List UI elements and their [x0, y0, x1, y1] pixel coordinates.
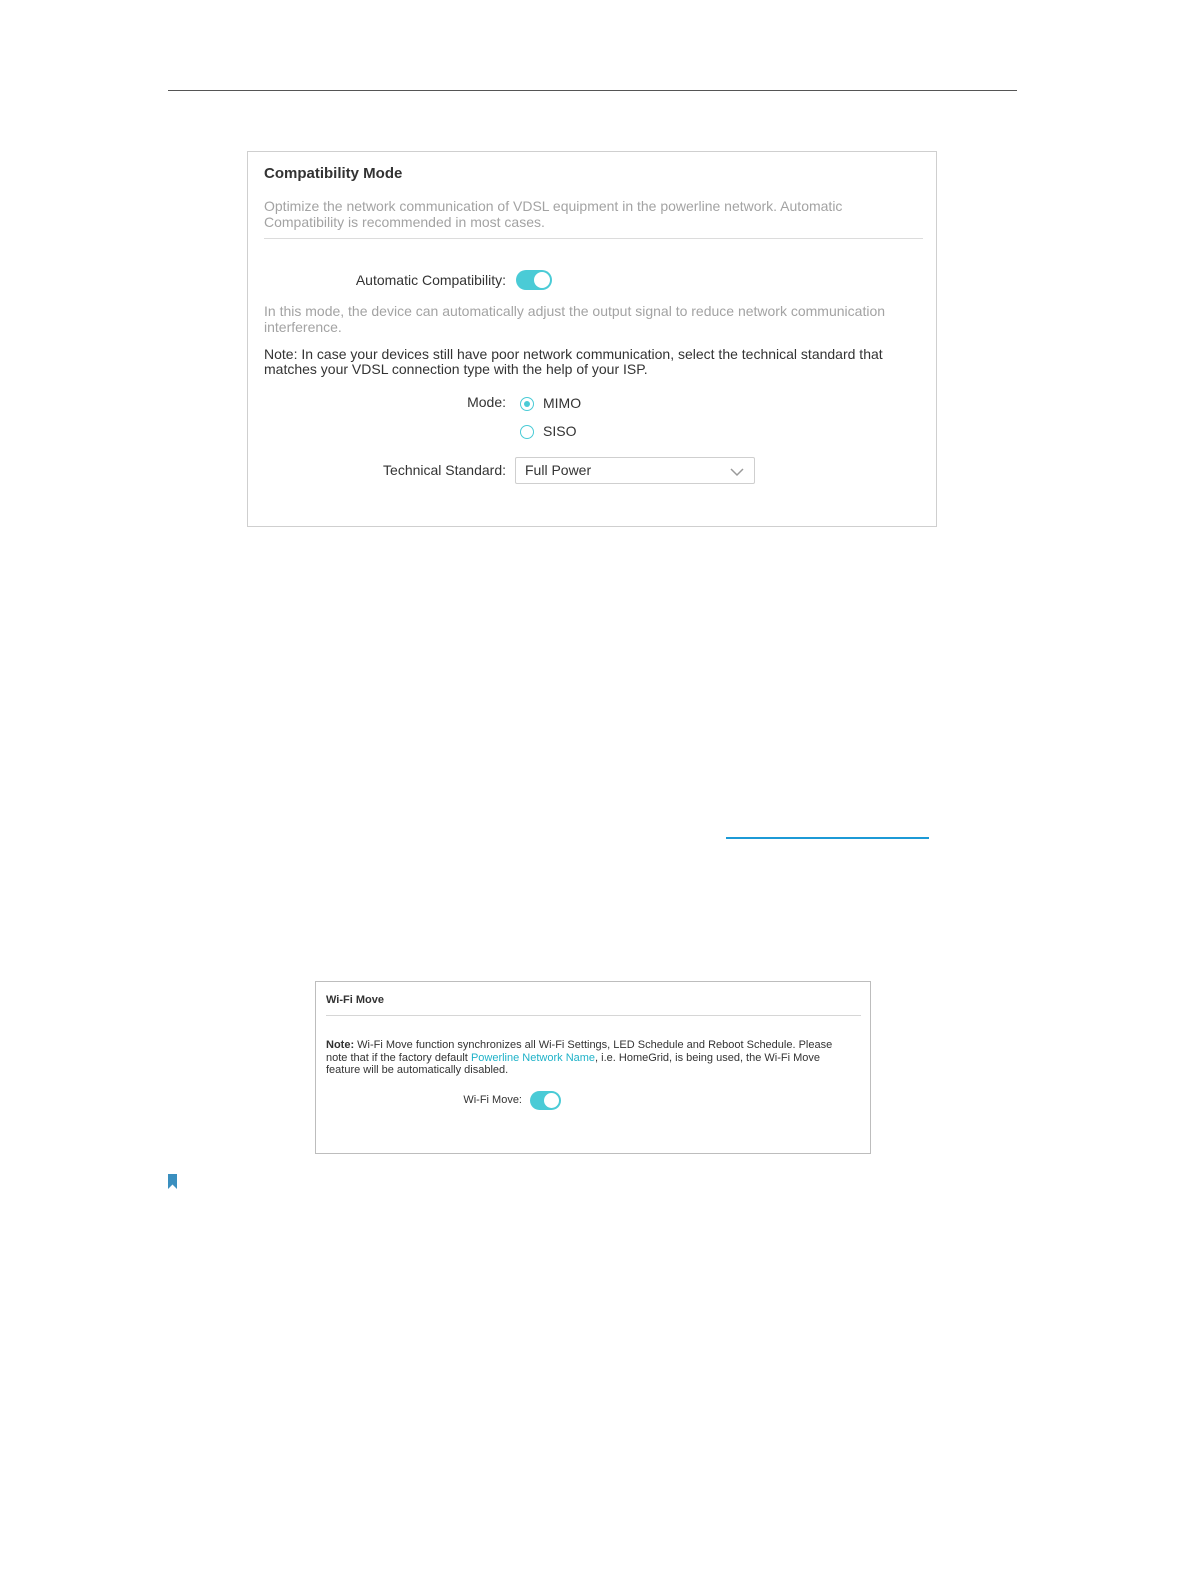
toggle-knob	[534, 272, 550, 288]
divider	[264, 238, 923, 239]
divider	[326, 1015, 861, 1016]
compatibility-mode-panel	[247, 151, 937, 527]
toggle-knob	[544, 1093, 559, 1108]
panel-title: Compatibility Mode	[264, 165, 403, 182]
automatic-compatibility-label: Automatic Compatibility:	[355, 272, 506, 288]
note-prefix: Note:	[326, 1039, 355, 1051]
powerline-network-name-link[interactable]: Powerline Network Name	[470, 1051, 596, 1064]
technical-standard-select[interactable]	[515, 457, 755, 484]
mode-label: Mode:	[467, 394, 506, 410]
panel-description: Optimize the network communication of VDSL equipment in the powerline network. Automatic Compatibility is recommended in most cases.	[264, 198, 843, 230]
automatic-compatibility-toggle[interactable]	[516, 270, 552, 290]
panel-title: Wi-Fi Move	[326, 994, 384, 1006]
wifi-move-toggle[interactable]	[530, 1091, 561, 1110]
page-header-rule	[168, 90, 1017, 91]
chevron-down-icon	[730, 464, 744, 482]
radio-siso[interactable]	[520, 425, 534, 439]
technical-standard-value: Full Power	[525, 462, 592, 478]
note-text-part1: Wi-Fi Move function synchronizes all Wi-Fi Settings, LED Schedule and Reboot Schedule. Please note that if the factory default	[326, 1039, 833, 1064]
radio-mimo[interactable]	[520, 397, 534, 411]
note-text-part2: , i.e. HomeGrid, is being used, the Wi-Fi Move feature will be automatically disabled.	[326, 1051, 821, 1076]
technical-standard-label: Technical Standard:	[383, 462, 506, 478]
wifi-move-toggle-label: Wi-Fi Move:	[463, 1094, 522, 1106]
wifi-move-note	[326, 1039, 856, 1077]
wifi-move-panel	[315, 981, 871, 1154]
mode-info-text: In this mode, the device can automatically adjust the output signal to reduce network communication interference.	[264, 303, 886, 335]
radio-mimo-label[interactable]: MIMO	[543, 395, 582, 411]
bookmark-icon	[168, 1174, 177, 1189]
note-text: Note: In case your devices still have poor network communication, select the technical standard that matches your VDSL connection type with the help of your ISP.	[264, 346, 883, 377]
link-underline	[726, 837, 929, 839]
radio-siso-label[interactable]: SISO	[543, 423, 577, 439]
